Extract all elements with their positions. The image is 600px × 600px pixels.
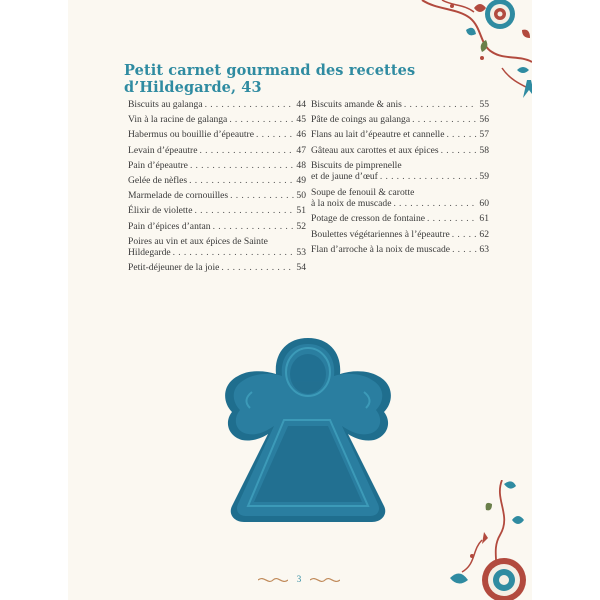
toc-entry: Biscuits de pimprenelle et de jaune d’œuf . . . 59 <box>311 160 489 183</box>
toc-entry: Flan d’arroche à la noix de muscade . . . 63 <box>311 244 489 256</box>
toc-entry: Flans au lait d’épeautre et cannelle . . . 57 <box>311 129 489 141</box>
toc-right-column <box>311 99 489 259</box>
toc-entry: Soupe de fenouil & carotte à la noix de muscade . . . 60 <box>311 187 489 210</box>
toc-entry: Gelée de nèfles . . . 49 <box>128 175 306 187</box>
toc-left-column <box>128 99 306 278</box>
floral-corner-ornament-bottom <box>442 480 532 600</box>
toc-entry: Pain d’épices d’antan . . . 52 <box>128 221 306 233</box>
toc-entry: Biscuits amande & anis . . . 55 <box>311 99 489 111</box>
page-number: 3 <box>296 574 302 584</box>
section-title-line-1: Petit carnet gourmand des recettes <box>124 62 416 79</box>
toc-entry: Élixir de violette . . . 51 <box>128 205 306 217</box>
page-footer <box>254 572 344 586</box>
toc-entry: Pain d’épeautre . . . 48 <box>128 160 306 172</box>
section-title-line-2: d’Hildegarde, 43 <box>124 79 262 96</box>
section-title <box>124 62 424 96</box>
footer-flourish-right-icon <box>310 576 340 584</box>
angel-cookie-cutter-image <box>218 330 398 526</box>
toc-entry: Boulettes végétariennes à l’épeautre . . . 62 <box>311 229 489 241</box>
floral-corner-ornament-top <box>382 0 532 115</box>
toc-entry: Gâteau aux carottes et aux épices . . . 58 <box>311 145 489 157</box>
book-page <box>68 0 532 600</box>
toc-entry: Petit-déjeuner de la joie . . . 54 <box>128 262 306 274</box>
toc-entry: Biscuits au galanga . . . 44 <box>128 99 306 111</box>
toc-entry: Poires au vin et aux épices de Sainte Hildegarde . . . 53 <box>128 236 306 259</box>
toc-entry: Marmelade de cornouilles . . . 50 <box>128 190 306 202</box>
toc-entry: Vin à la racine de galanga . . . 45 <box>128 114 306 126</box>
toc-entry: Pâte de coings au galanga . . . 56 <box>311 114 489 126</box>
toc-entry: Habermus ou bouillie d’épeautre . . . 46 <box>128 129 306 141</box>
toc-entry: Potage de cresson de fontaine . . . 61 <box>311 213 489 225</box>
toc-entry: Levain d’épeautre . . . 47 <box>128 145 306 157</box>
